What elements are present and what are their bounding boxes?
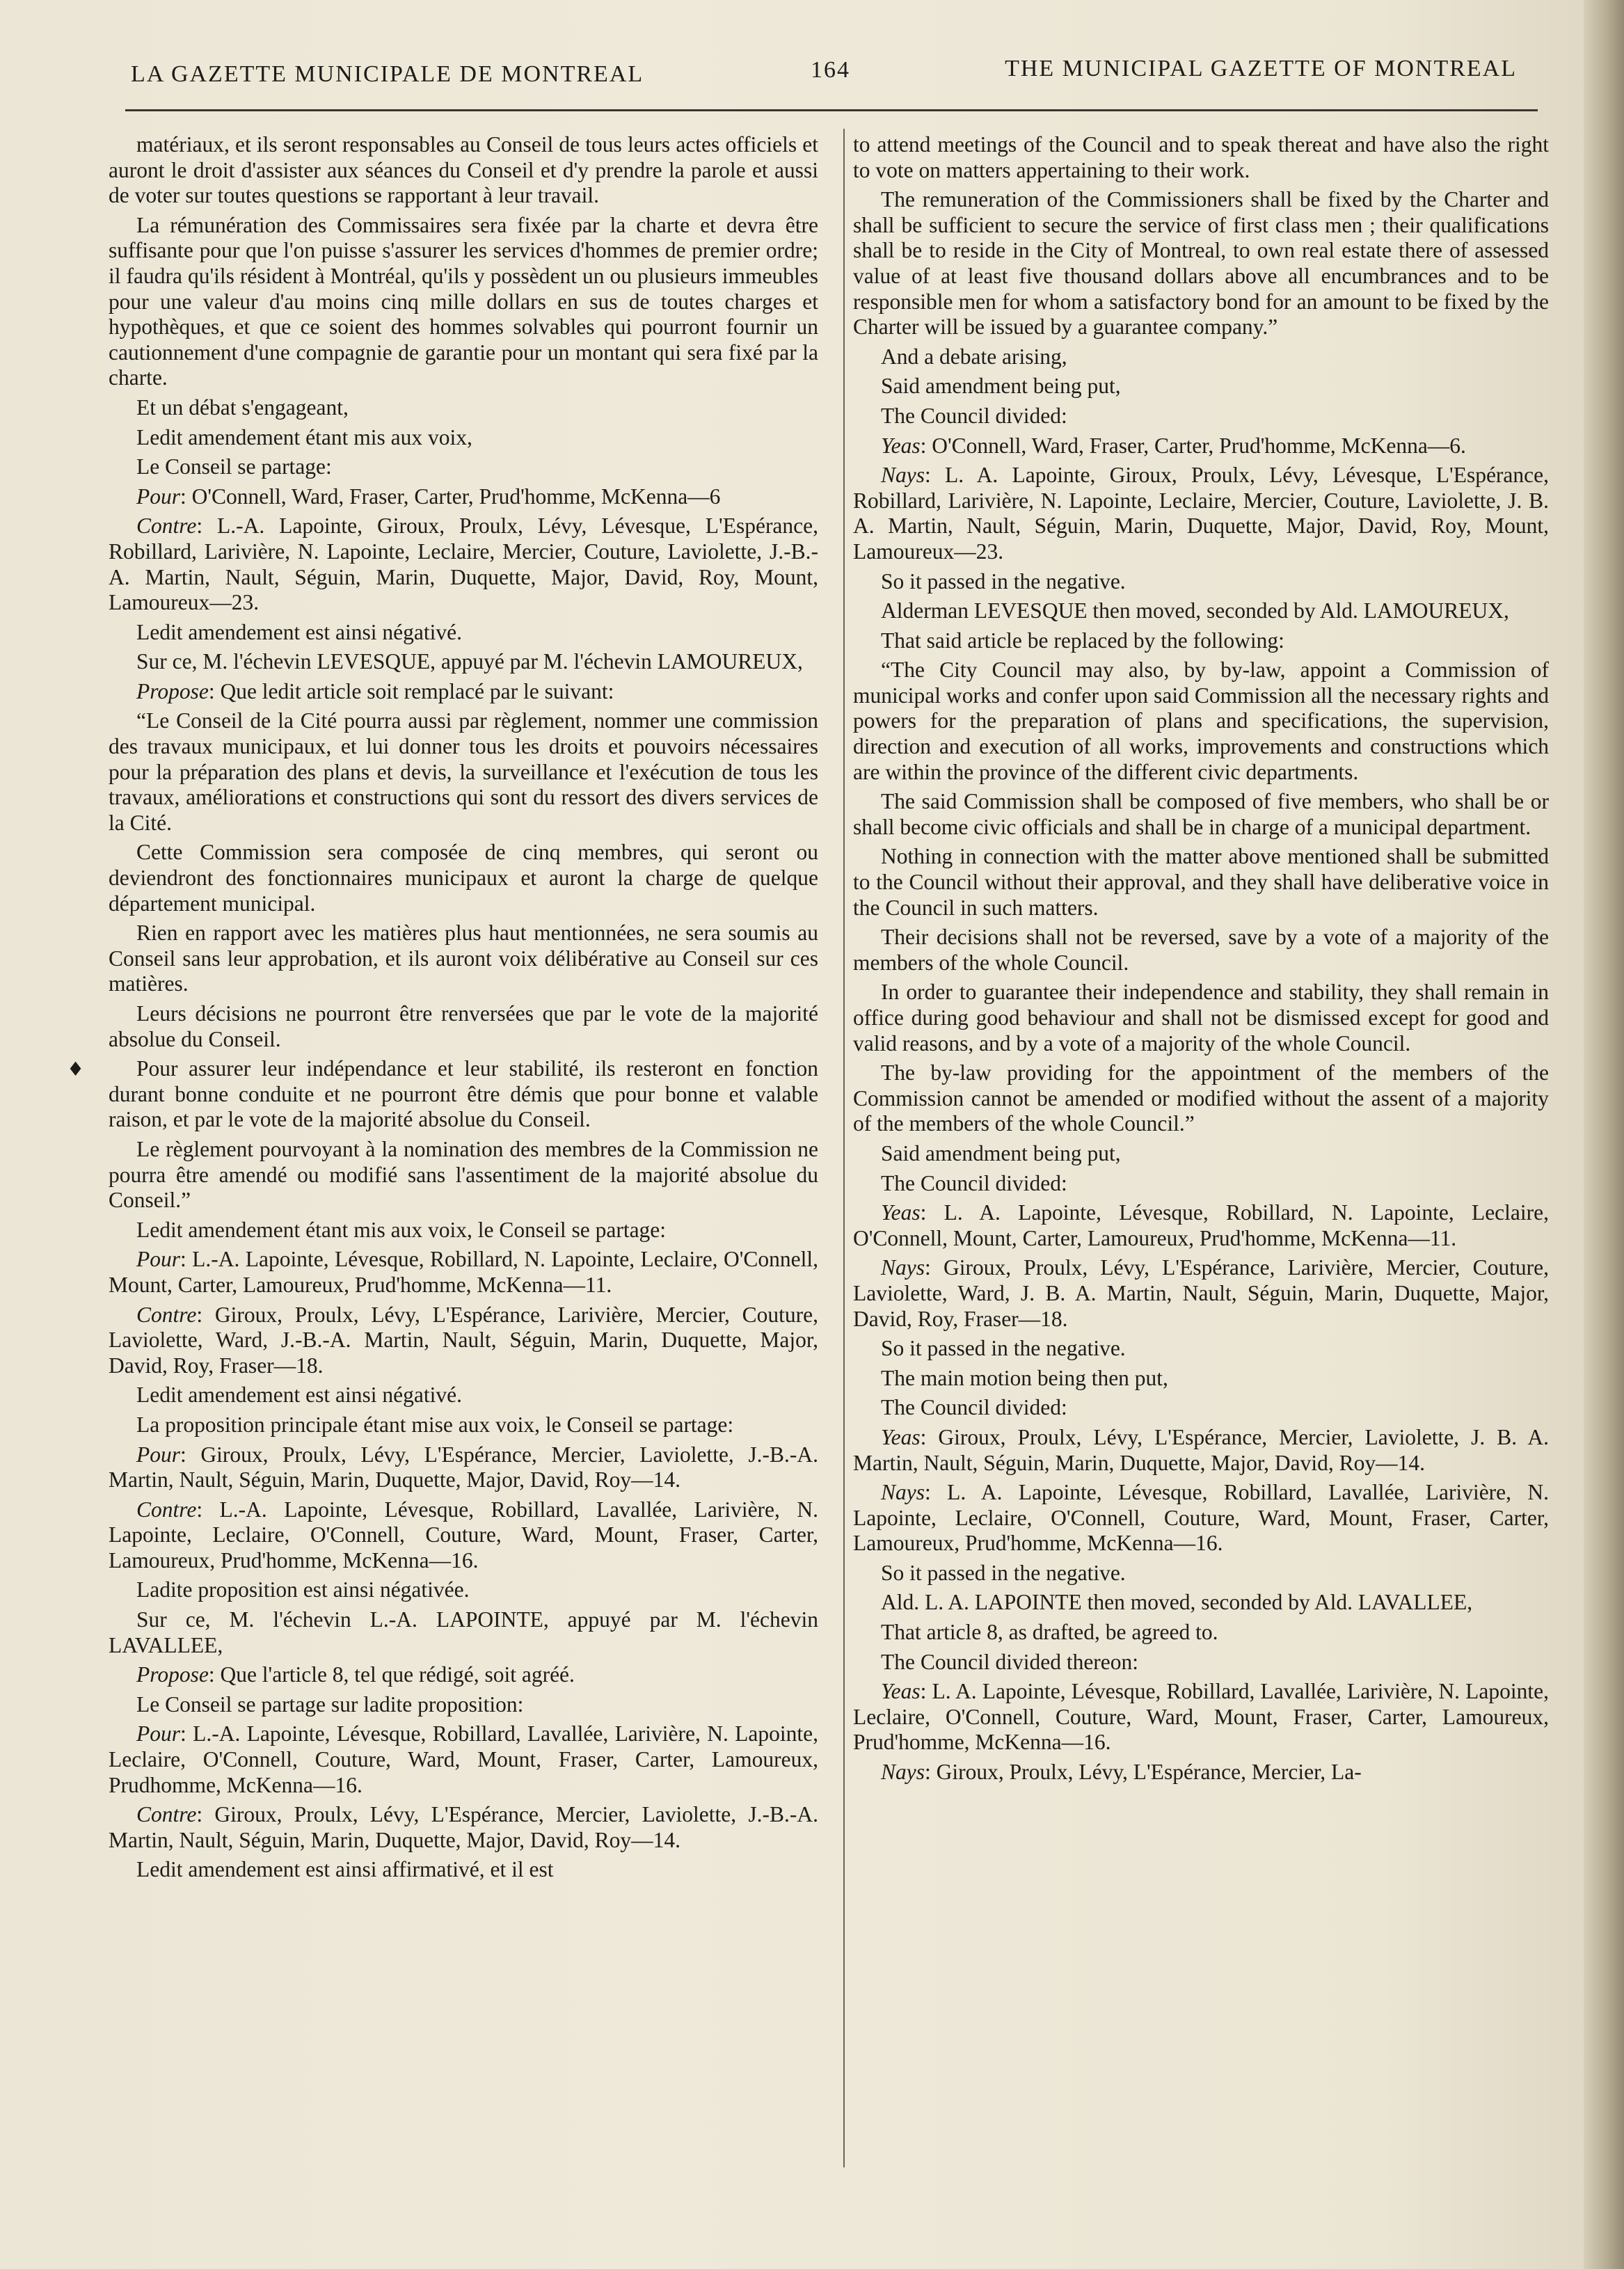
english-paragraph	[853, 1650, 1549, 1675]
english-paragraph	[853, 1395, 1549, 1421]
paragraph-text: So it passed in the negative.	[881, 1560, 1126, 1585]
paragraph-text: Ledit amendement étant mis aux voix,	[136, 424, 472, 449]
paragraph-text: : O'Connell, Ward, Fraser, Carter, Prud'homme, McKenna—6	[180, 484, 721, 509]
french-paragraph	[109, 1721, 818, 1798]
english-column	[853, 132, 1549, 1790]
french-paragraph	[109, 649, 818, 675]
french-paragraph	[109, 921, 818, 997]
french-paragraph	[109, 840, 818, 916]
french-column	[109, 132, 818, 1887]
english-paragraph	[853, 1200, 1549, 1251]
paragraph-text: So it passed in the negative.	[881, 1336, 1126, 1361]
french-paragraph	[109, 132, 818, 209]
paragraph-text: : Giroux, Proulx, Lévy, L'Espérance, Mercier, Laviolette, J.-B.-A. Martin, Nault, Séguin, Marin, Duquette, Major, David, Roy—14.	[109, 1442, 818, 1492]
french-paragraph	[109, 513, 818, 615]
vote-label: Contre	[136, 1802, 197, 1827]
french-paragraph	[109, 620, 818, 646]
vote-label: Yeas	[881, 433, 921, 458]
english-paragraph	[853, 463, 1549, 564]
english-paragraph	[853, 1336, 1549, 1362]
french-paragraph	[109, 679, 818, 705]
paragraph-text: Said amendment being put,	[881, 1140, 1121, 1165]
english-paragraph	[853, 374, 1549, 399]
paragraph-text: The remuneration of the Commissioners shall be fixed by the Charter and shall be sufficient to secure the service of first class men ; their qualifications shall be to reside in the City of Montreal, to own real estate there of assessed value of at least five thousand dollars above all encumbrances and to be responsible men for whom a satisfactory bond for an amount to be fixed by the Charter will be issued by a guarantee company.”	[853, 187, 1549, 340]
french-paragraph	[109, 1383, 818, 1408]
english-paragraph	[853, 1679, 1549, 1756]
paragraph-text: Ledit amendement est ainsi affirmativé, et il est	[136, 1857, 554, 1882]
paragraph-text: : Giroux, Proulx, Lévy, L'Espérance, Mercier, La-	[925, 1760, 1362, 1785]
paragraph-text: Nothing in connection with the matter above mentioned shall be submitted to the Council without their approval, and they shall have deliberative voice in the Council in such matters.	[853, 844, 1549, 920]
english-paragraph	[853, 1620, 1549, 1646]
vote-label: Yeas	[881, 1424, 921, 1449]
english-paragraph	[853, 598, 1549, 624]
english-paragraph	[853, 569, 1549, 595]
vote-label: Contre	[136, 1497, 197, 1522]
paragraph-text: : L. A. Lapointe, Lévesque, Robillard, Lavallée, Larivière, N. Lapointe, Leclaire, O'Connell, Couture, Ward, Mount, Fraser, Carter, Lamoureux, Prud'homme, McKenna—16.	[853, 1480, 1549, 1556]
paragraph-text: to attend meetings of the Council and to speak thereat and have also the right to vote on matters appertaining to their work.	[853, 132, 1549, 182]
french-paragraph	[109, 1218, 818, 1243]
paragraph-text: : Giroux, Proulx, Lévy, L'Espérance, Mercier, Laviolette, J. B. A. Martin, Nault, Séguin, Marin, Duquette, Major, David, Roy—14.	[853, 1424, 1549, 1475]
english-paragraph	[853, 433, 1549, 459]
english-paragraph	[853, 1760, 1549, 1785]
vote-label: Pour	[136, 1442, 180, 1467]
paragraph-text: “Le Conseil de la Cité pourra aussi par règlement, nommer une commission des travaux municipaux, et lui donner tous les droits et pouvoirs nécessaires pour la préparation des plans et devis, la surveillance et l'exécution de tous les travaux, améliorations et constructions qui sont du ressort des divers services de la Cité.	[109, 708, 818, 835]
french-paragraph	[109, 1497, 818, 1574]
vote-label: Contre	[136, 513, 197, 539]
vote-label: Pour	[136, 1721, 180, 1746]
english-paragraph	[853, 1366, 1549, 1392]
page-number: 164	[811, 57, 850, 83]
paragraph-text: In order to guarantee their independence and stability, they shall remain in office during good behaviour and shall not be dismissed except for good and valid reasons, and by a vote of a majority of the whole Council.	[853, 980, 1549, 1056]
english-paragraph	[853, 628, 1549, 654]
french-paragraph	[109, 484, 818, 510]
paragraph-text: The Council divided:	[881, 1170, 1067, 1195]
french-paragraph	[109, 1056, 818, 1133]
english-paragraph	[853, 1425, 1549, 1476]
paragraph-text: La rémunération des Commissaires sera fixée par la charte et devra être suffisante pour que l'on puisse s'assurer les services d'hommes de premier ordre; il faudra qu'ils résident à Montréal, qu'ils y possèdent un ou plusieurs immeubles pour une valeur d'au moins cinq mille dollars en sus de toutes charges et hypothèques, et que ce soient des hommes solvables qui pourront fournir un cautionnement d'une compagnie de garantie pour un montant qui sera fixé par la charte.	[109, 212, 818, 390]
french-paragraph	[109, 425, 818, 451]
english-paragraph	[853, 1480, 1549, 1557]
paragraph-text: : L. A. Lapointe, Lévesque, Robillard, N. Lapointe, Leclaire, O'Connell, Mount, Carter, Lamoureux, Prud'homme, McKenna—11.	[853, 1200, 1549, 1250]
english-paragraph	[853, 1171, 1549, 1197]
english-paragraph	[853, 1060, 1549, 1137]
paragraph-text: Leurs décisions ne pourront être renversées que par le vote de la majorité absolue du Conseil.	[109, 1001, 818, 1051]
french-paragraph	[109, 1303, 818, 1379]
english-paragraph	[853, 132, 1549, 183]
paragraph-text: So it passed in the negative.	[881, 568, 1126, 594]
english-paragraph	[853, 980, 1549, 1056]
french-paragraph	[109, 1607, 818, 1658]
paragraph-text: Alderman LEVESQUE then moved, seconded by Ald. LAMOUREUX,	[881, 598, 1509, 623]
page-edge	[1584, 0, 1624, 2269]
french-paragraph	[109, 454, 818, 480]
paragraph-text: Their decisions shall not be reversed, save by a vote of a majority of the members of the whole Council.	[853, 925, 1549, 975]
french-paragraph	[109, 213, 818, 391]
paragraph-text: Pour assurer leur indépendance et leur stabilité, ils resteront en fonction durant bonne conduite et ne pourront être démis que pour bonne et valable raison, et par le vote de la majorité absolue du Conseil.	[109, 1056, 818, 1132]
paragraph-text: Sur ce, M. l'échevin LEVESQUE, appuyé par M. l'échevin LAMOUREUX,	[136, 649, 803, 674]
paragraph-text: Et un débat s'engageant,	[136, 395, 349, 420]
paragraph-text: The Council divided thereon:	[881, 1649, 1139, 1674]
paragraph-text: Ledit amendement étant mis aux voix, le Conseil se partage:	[136, 1217, 667, 1242]
paragraph-text: Ald. L. A. LAPOINTE then moved, seconded by Ald. LAVALLEE,	[881, 1590, 1473, 1615]
french-paragraph	[109, 1662, 818, 1688]
vote-label: Propose	[136, 678, 209, 703]
paragraph-text: Ledit amendement est ainsi négativé.	[136, 1383, 462, 1408]
vote-label: Nays	[881, 463, 925, 488]
english-paragraph	[853, 1590, 1549, 1616]
paragraph-text: : O'Connell, Ward, Fraser, Carter, Prud'homme, McKenna—6.	[920, 433, 1466, 458]
french-paragraph	[109, 1802, 818, 1853]
paragraph-text: : L. A. Lapointe, Giroux, Proulx, Lévy, Lévesque, L'Espérance, Robillard, Larivière, N. Lapointe, Leclaire, Mercier, Couture, Laviolette, J. B. A. Martin, Nault, Séguin, Marin, Duquette, Major, David, Roy, Mount, Lamoureux—23.	[853, 463, 1549, 564]
paragraph-text: The said Commission shall be composed of five members, who shall be or shall become civic officials and shall be in charge of a municipal department.	[853, 789, 1549, 839]
paragraph-text: Ledit amendement est ainsi négativé.	[136, 619, 462, 644]
vote-label: Propose	[136, 1662, 209, 1687]
vote-label: Nays	[881, 1480, 925, 1505]
vote-label: Nays	[881, 1760, 925, 1785]
french-paragraph	[109, 1442, 818, 1493]
paragraph-text: : L.-A. Lapointe, Giroux, Proulx, Lévy, Lévesque, L'Espérance, Robillard, Larivière, N. Lapointe, Leclaire, Mercier, Couture, Laviolette, J.-B.-A. Martin, Nault, Séguin, Marin, Duquette, Major, David, Roy, Mount, Lamoureux—23.	[109, 513, 818, 615]
english-paragraph	[853, 404, 1549, 429]
vote-label: Pour	[136, 484, 180, 509]
paragraph-text: Le règlement pourvoyant à la nomination des membres de la Commission ne pourra être amendé ou modifié sans l'assentiment de la majorité absolue du Conseil.”	[109, 1136, 818, 1213]
paragraph-text: Rien en rapport avec les matières plus haut mentionnées, ne sera soumis au Conseil sans leur approbation, et ils auront voix délibérative au Conseil sur ces matières.	[109, 921, 818, 996]
paragraph-text: : Giroux, Proulx, Lévy, L'Espérance, Larivière, Mercier, Couture, Laviolette, Ward, J. B. A. Martin, Nault, Séguin, Marin, Duquette, Major, David, Roy, Fraser—18.	[853, 1255, 1549, 1331]
paragraph-text: : L.-A. Lapointe, Lévesque, Robillard, N. Lapointe, Leclaire, O'Connell, Mount, Carter, Lamoureux, Prud'homme, McKenna—11.	[109, 1247, 818, 1297]
margin-mark: ♦	[67, 1058, 85, 1081]
paragraph-text: : L.-A. Lapointe, Lévesque, Robillard, Lavallée, Larivière, N. Lapointe, Leclaire, O'Connell, Couture, Ward, Mount, Fraser, Carter, Lamoureux, Prudhomme, McKenna—16.	[109, 1721, 818, 1797]
vote-label: Yeas	[881, 1200, 921, 1225]
vote-label: Pour	[136, 1247, 180, 1272]
paragraph-text: : L.-A. Lapointe, Lévesque, Robillard, Lavallée, Larivière, N. Lapointe, Leclaire, O'Connell, Couture, Ward, Mount, Fraser, Carter, Lamoureux, Prud'homme, McKenna—16.	[109, 1497, 818, 1573]
paragraph-text: Cette Commission sera composée de cinq membres, qui seront ou deviendront des fonctionnaires municipaux et auront la charge de quelque département municipal.	[109, 840, 818, 916]
paragraph-text: La proposition principale étant mise aux voix, le Conseil se partage:	[136, 1412, 734, 1437]
paragraph-text: And a debate arising,	[881, 344, 1067, 369]
paragraph-text: : Que l'article 8, tel que rédigé, soit agréé.	[208, 1662, 575, 1687]
paragraph-text: That said article be replaced by the following:	[881, 628, 1284, 653]
french-paragraph	[109, 1692, 818, 1718]
paragraph-text: Le Conseil se partage sur ladite proposition:	[136, 1691, 524, 1717]
english-paragraph	[853, 844, 1549, 921]
french-paragraph	[109, 1137, 818, 1213]
paragraph-text: Sur ce, M. l'échevin L.-A. LAPOINTE, appuyé par M. l'échevin LAVALLEE,	[109, 1607, 818, 1657]
english-paragraph	[853, 789, 1549, 840]
english-paragraph	[853, 344, 1549, 370]
paragraph-text: matériaux, et ils seront responsables au Conseil de tous leurs actes officiels et auront le droit d'assister aux séances du Conseil et d'y prendre la parole et aussi de voter sur toutes questions se rapportant à leur travail.	[109, 132, 818, 208]
french-paragraph	[109, 708, 818, 836]
english-paragraph	[853, 658, 1549, 785]
paragraph-text: The Council divided:	[881, 1395, 1067, 1420]
paragraph-text: : Giroux, Proulx, Lévy, L'Espérance, Mercier, Laviolette, J.-B.-A. Martin, Nault, Séguin, Marin, Duquette, Major, David, Roy—14.	[109, 1802, 818, 1852]
paragraph-text: That article 8, as drafted, be agreed to.	[881, 1620, 1218, 1645]
vote-label: Nays	[881, 1255, 925, 1280]
vote-label: Yeas	[881, 1679, 921, 1704]
paragraph-text: Ladite proposition est ainsi négativée.	[136, 1577, 470, 1602]
paragraph-text: The by-law providing for the appointment of the members of the Commission cannot be amended or modified without the assent of a majority of the members of the whole Council.”	[853, 1060, 1549, 1136]
english-paragraph	[853, 1255, 1549, 1332]
english-paragraph	[853, 1141, 1549, 1167]
french-paragraph	[109, 1577, 818, 1603]
running-header	[125, 54, 1538, 96]
english-paragraph	[853, 187, 1549, 340]
paragraph-text: Le Conseil se partage:	[136, 454, 332, 479]
french-paragraph	[109, 1412, 818, 1438]
english-paragraph	[853, 925, 1549, 976]
paragraph-text: Said amendment being put,	[881, 374, 1121, 399]
vote-label: Contre	[136, 1302, 197, 1327]
header-french-title: LA GAZETTE MUNICIPALE DE MONTREAL	[131, 61, 644, 87]
paragraph-text: : L. A. Lapointe, Lévesque, Robillard, Lavallée, Larivière, N. Lapointe, Leclaire, O'Connell, Couture, Ward, Mount, Fraser, Carter, Lamoureux, Prud'homme, McKenna—16.	[853, 1679, 1549, 1755]
french-paragraph	[109, 1857, 818, 1883]
french-paragraph	[109, 395, 818, 421]
french-paragraph	[109, 1247, 818, 1298]
paragraph-text: The main motion being then put,	[881, 1365, 1168, 1390]
french-paragraph	[109, 1001, 818, 1052]
paragraph-text: The Council divided:	[881, 403, 1067, 428]
paragraph-text: : Giroux, Proulx, Lévy, L'Espérance, Larivière, Mercier, Couture, Laviolette, Ward, J.-B.-A. Martin, Nault, Séguin, Marin, Duquette, Major, David, Roy, Fraser—18.	[109, 1302, 818, 1378]
header-english-title: THE MUNICIPAL GAZETTE OF MONTREAL	[1005, 56, 1517, 81]
english-paragraph	[853, 1561, 1549, 1586]
paragraph-text: : Que ledit article soit remplacé par le suivant:	[208, 678, 614, 703]
header-rule	[125, 109, 1538, 111]
column-divider	[843, 129, 845, 2167]
paragraph-text: “The City Council may also, by by-law, appoint a Commission of municipal works and confer upon said Commission all the necessary rights and powers for the preparation of plans and specifications, the supervision, direction and execution of all works, improvements and constructions which are within the province of the different civic departments.	[853, 658, 1549, 784]
